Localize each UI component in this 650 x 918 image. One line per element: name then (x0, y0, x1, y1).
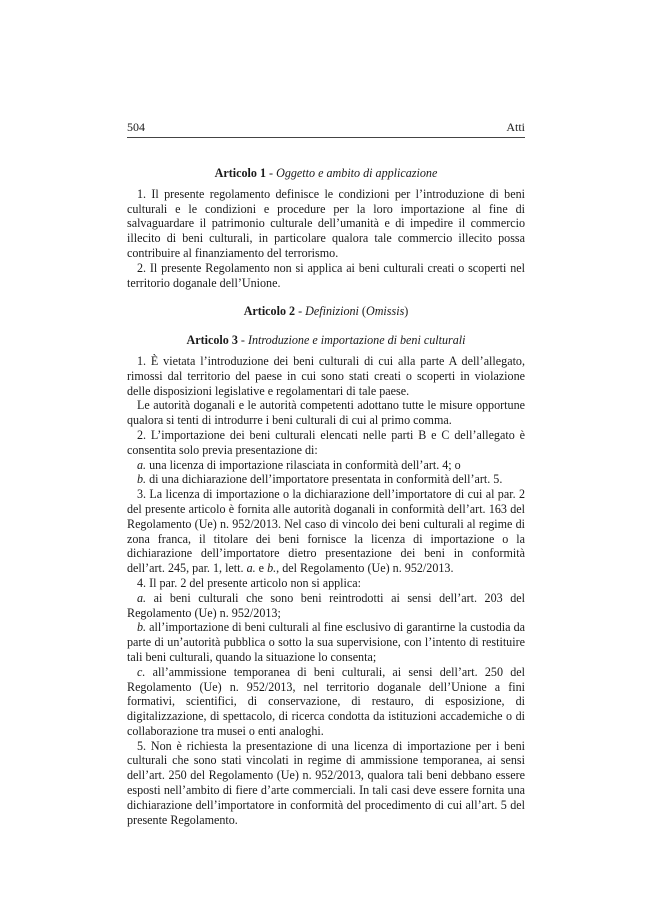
article-3-paragraph-5: 5. Non è richiesta la presentazione di una licenza di importazione per i beni culturali che sono stati vincolati in regime di ammissione temporanea, ai sensi dell’art. 250 del Regolamento (Ue) n. 952/2013, qualora tali beni debbano essere esposti nell’ambito di fiere d’arte commerciali. In tali casi deve essere fornita una dichiarazione dell’importatore in conformità del procedimento di cui all’art. 5 del presente Regolamento. (127, 738, 525, 827)
item-text: di una dichiarazione dell’importatore presentata in conformità dell’art. 5. (146, 472, 503, 487)
paragraph-text-end: , del Regolamento (Ue) n. 952/2013. (276, 561, 454, 576)
item-letter: b. (137, 472, 147, 487)
article-3-item-4b (127, 620, 525, 664)
article-3-item-4c (127, 665, 525, 739)
article-2-heading (127, 304, 525, 319)
article-1-number: Articolo 1 (214, 166, 267, 180)
letter-b: b. (267, 561, 277, 576)
article-3-paragraph-1-second: Le autorità doganali e le autorità competenti adottano tutte le misure opportune qualora si tenti di introdurre i beni culturali di cui al primo comma. (127, 398, 525, 428)
article-3-paragraph-4: 4. Il par. 2 del presente articolo non si applica: (137, 575, 361, 590)
article-3-number: Articolo 3 (186, 333, 238, 348)
page-number: 504 (127, 120, 145, 134)
header-rule (127, 137, 525, 138)
article-1-paragraph-1: 1. Il presente regolamento definisce le condizioni per l’introduzione di beni culturali e le condizioni e procedure per la loro importazione al fine di salvaguardare il patrimonio culturale dell’umanità e di impedire il commercio illecito di beni culturali, in particolare qualora tale commercio illecito possa contribuire al finanziamento del terrorismo. (127, 186, 525, 260)
article-2-omissis: Omissis (365, 304, 405, 319)
article-3-heading (127, 333, 525, 348)
item-letter: b. (137, 620, 147, 635)
article-3-paragraph-2: 2. L’importazione dei beni culturali elencati nelle parti B e C dell’allegato è consentita solo previa presentazione di: (127, 427, 525, 457)
article-3-item-4a (127, 591, 525, 621)
paragraph-text: 3. La licenza di importazione o la dichiarazione dell’importatore di cui al par. 2 del presente articolo è fornita alle autorità doganali in conformità dell’art. 163 del Regolamento (Ue) n. 952/2013. Nel caso di vincolo dei beni culturali al regime di zona franca, il titolare dei beni fornisce la licenza di importazione o la dichiarazione dell’importatore dietro presentazione dei beni in conformità dell’art. 245, par. 1, lett. (127, 487, 525, 576)
item-letter: c. (137, 664, 146, 679)
item-text: all’ammissione temporanea di beni culturali, ai sensi dell’art. 250 del Regolamento (Ue) n. 952/2013, nel territorio doganale dell’Unione a fini formativi, scientifici, di conservazione, di restauro, di esposizione, di digitalizzazione, di spettacolo, di ricerca condotta da istituzioni accademiche o di collaborazione tra musei o enti analoghi. (127, 664, 525, 738)
item-letter: a. (137, 590, 147, 605)
article-1-title: Oggetto e ambito di applicazione (276, 166, 438, 180)
article-3-separator: - (237, 333, 248, 348)
article-1-heading (127, 166, 525, 181)
item-text: una licenza di importazione rilasciata in conformità dell’art. 4; o (146, 457, 461, 472)
article-1-separator: - (266, 166, 277, 180)
article-3-item-2a (127, 458, 525, 473)
article-2-title: Definizioni (305, 304, 359, 319)
article-3-paragraph-3 (127, 487, 525, 576)
article-3-item-2b (127, 472, 525, 487)
item-text: ai beni culturali che sono beni reintrodotti ai sensi dell’art. 203 del Regolamento (Ue) n. 952/2013; (127, 590, 525, 620)
article-2-omissis-open: ( (358, 304, 366, 319)
article-2-separator: - (295, 304, 306, 319)
article-2-number: Articolo 2 (243, 304, 296, 319)
document-body (127, 166, 525, 827)
article-3-paragraph-1: 1. È vietata l’introduzione dei beni culturali di cui alla parte A dell’allegato, rimossi dal territorio del paese in cui sono stati creati o scoperti in violazione delle disposizioni legislative e regolamentari di tale paese. (127, 353, 525, 398)
page-header (127, 121, 525, 134)
item-letter: a. (137, 457, 147, 472)
item-text: all’importazione di beni culturali al fine esclusivo di garantirne la custodia da parte di un’autorità pubblica o sotto la sua supervisione, con l’intento di restituire tali beni culturali, quando la situazione lo consenta; (127, 620, 525, 664)
letter-a: a. (246, 561, 256, 576)
article-3-title: Introduzione e importazione di beni culturali (247, 333, 466, 348)
running-head: Atti (506, 120, 525, 134)
article-2-omissis-close: ) (404, 304, 409, 319)
conjunction: e (255, 561, 268, 576)
article-1-paragraph-2: 2. Il presente Regolamento non si applica ai beni culturali creati o scoperti nel territorio doganale dell’Unione. (127, 260, 525, 290)
